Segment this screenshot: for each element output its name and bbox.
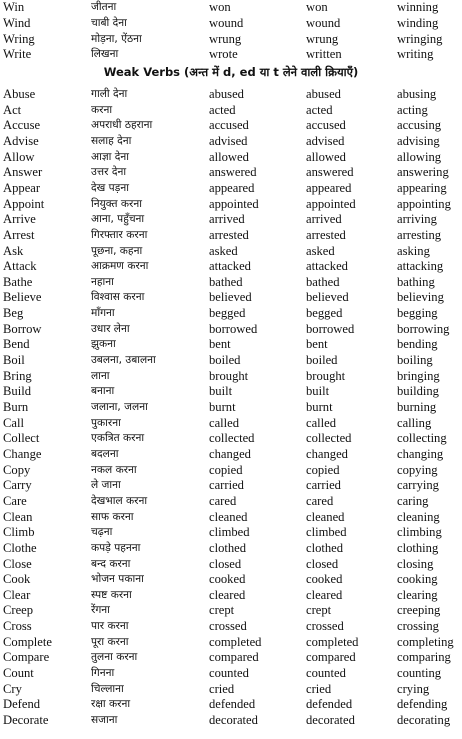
verb-ing-form: clearing [397, 587, 438, 602]
verb-hindi-meaning: रेंगना [91, 604, 110, 617]
verb-base-form: Carry [3, 478, 32, 493]
verb-hindi-meaning: चाबी देना [91, 16, 127, 29]
verb-base-form: Advise [3, 133, 39, 148]
verb-hindi-meaning: झुकना [91, 338, 116, 351]
verb-hindi-meaning: आज्ञा देना [91, 150, 129, 163]
verb-ing-form: creeping [397, 603, 441, 618]
verb-past-participle: arrived [306, 212, 342, 227]
verb-past-participle: abused [306, 87, 341, 101]
verb-past-participle: called [306, 415, 337, 430]
verb-row [0, 103, 462, 119]
verb-past-form: won [209, 0, 231, 14]
verb-ing-form: crossing [397, 619, 439, 634]
verb-base-form: Answer [3, 165, 43, 180]
verb-past-form: appointed [209, 196, 259, 211]
verb-past-form: accused [209, 118, 249, 133]
verb-past-form: changed [209, 446, 251, 461]
verb-row [0, 478, 462, 494]
verb-past-form: wrung [209, 31, 242, 46]
verb-ing-form: closing [397, 556, 434, 571]
verb-row [0, 353, 462, 369]
verb-base-form: Boil [3, 353, 25, 368]
verb-base-form: Beg [3, 306, 24, 321]
verb-hindi-meaning: नियुक्त करना [91, 197, 142, 210]
verb-row [0, 47, 462, 63]
verb-base-form: Decorate [3, 713, 49, 727]
verb-ing-form: copying [397, 462, 438, 477]
verb-base-form: Allow [3, 149, 35, 164]
verb-hindi-meaning: पुकारना [91, 416, 121, 429]
verb-past-form: wrote [209, 47, 238, 62]
verb-past-participle: closed [306, 556, 339, 571]
verb-hindi-meaning: नहाना [91, 275, 114, 288]
verb-past-participle: clothed [306, 540, 344, 555]
verb-ing-form: accusing [397, 118, 442, 133]
verb-row [0, 635, 462, 651]
verb-past-form: bent [209, 337, 231, 352]
verb-base-form: Clothe [3, 540, 37, 555]
verb-past-form: cleaned [209, 509, 248, 524]
verb-hindi-meaning: करना [91, 103, 113, 116]
verb-base-form: Appear [3, 180, 41, 195]
verb-ing-form: winding [397, 15, 439, 30]
verb-past-participle: boiled [306, 353, 338, 368]
verb-past-participle: won [306, 0, 328, 14]
verb-ing-form: begging [397, 306, 438, 321]
verb-hindi-meaning: एकत्रित करना [91, 432, 145, 445]
verb-past-form: answered [209, 165, 257, 180]
verb-hindi-meaning: लिखना [91, 48, 119, 61]
verb-past-participle: written [306, 47, 342, 62]
verb-ing-form: abusing [397, 87, 437, 101]
verb-base-form: Collect [3, 431, 40, 446]
verb-past-participle: appointed [306, 196, 356, 211]
verb-past-participle: begged [306, 306, 343, 321]
verb-ing-form: collecting [397, 431, 447, 446]
verb-base-form: Cry [3, 681, 22, 696]
verb-row [0, 510, 462, 526]
verb-past-form: appeared [209, 180, 255, 195]
verb-hindi-meaning: ले जाना [91, 479, 121, 492]
verb-past-participle: cleaned [306, 509, 345, 524]
verb-hindi-meaning: पार करना [91, 620, 129, 633]
verb-hindi-meaning: गिनना [91, 667, 115, 680]
verb-base-form: Climb [3, 525, 35, 540]
verb-past-form: burnt [209, 400, 236, 414]
verb-past-participle: accused [306, 118, 346, 133]
verb-past-participle: wound [306, 15, 341, 30]
verb-hindi-meaning: सजाना [91, 714, 118, 726]
verb-hindi-meaning: उत्तर देना [91, 166, 127, 179]
verb-past-participle: acted [306, 102, 333, 117]
verb-past-form: cried [209, 681, 235, 696]
verb-past-form: brought [209, 368, 249, 383]
verb-base-form: Compare [3, 650, 50, 665]
verb-hindi-meaning: नकल करना [91, 463, 137, 476]
verb-base-form: Arrest [3, 227, 35, 242]
verb-base-form: Bathe [3, 274, 33, 289]
verb-base-form: Appoint [3, 196, 45, 211]
verb-past-participle: counted [306, 666, 346, 681]
verb-row [0, 212, 462, 228]
verb-past-participle: copied [306, 462, 340, 477]
verb-past-form: allowed [209, 149, 249, 164]
verb-past-participle: decorated [306, 713, 355, 727]
verb-hindi-meaning: साफ करना [91, 510, 134, 523]
verb-row [0, 463, 462, 479]
verb-ing-form: boiling [397, 353, 433, 368]
verb-past-participle: climbed [306, 525, 347, 540]
verb-base-form: Defend [3, 697, 41, 712]
verb-ing-form: defending [397, 697, 448, 712]
verb-past-form: counted [209, 666, 249, 681]
verb-row [0, 290, 462, 306]
verb-base-form: Call [3, 415, 24, 430]
verb-hindi-meaning: सलाह देना [91, 134, 132, 147]
verb-past-participle: changed [306, 446, 348, 461]
verb-hindi-meaning: जलाना, जलना [91, 401, 148, 413]
verb-ing-form: borrowing [397, 321, 450, 336]
verb-past-participle: cried [306, 681, 332, 696]
verb-row [0, 650, 462, 666]
verb-base-form: Cook [3, 572, 31, 587]
verb-hindi-meaning: स्पष्ट करना [91, 588, 132, 601]
verb-past-form: borrowed [209, 321, 258, 336]
verb-hindi-meaning: चिल्लाना [91, 682, 124, 695]
verb-past-form: decorated [209, 713, 258, 727]
verb-past-form: asked [209, 243, 238, 258]
verb-base-form: Act [3, 102, 22, 117]
verb-row [0, 666, 462, 682]
verb-ing-form: arresting [397, 227, 442, 242]
verb-row [0, 384, 462, 400]
verb-ing-form: arriving [397, 212, 437, 227]
verb-ing-form: answering [397, 165, 449, 180]
verb-row [0, 682, 462, 698]
verb-base-form: Copy [3, 462, 31, 477]
weak-verbs-heading: Weak Verbs (अन्त में d, ed या t लेने वाली क्रियाएँ) [103, 65, 359, 79]
verb-ing-form: burning [397, 400, 437, 414]
verb-past-form: closed [209, 556, 242, 571]
verb-past-form: attacked [209, 259, 251, 274]
verb-base-form: Write [3, 47, 32, 62]
verb-row [0, 603, 462, 619]
verb-ing-form: caring [397, 493, 429, 508]
verb-past-form: believed [209, 290, 252, 305]
verb-ing-form: clothing [397, 540, 439, 555]
verb-past-participle: cooked [306, 572, 343, 587]
verb-ing-form: bending [397, 337, 438, 352]
verb-past-participle: wrung [306, 31, 339, 46]
verb-past-participle: bent [306, 337, 328, 352]
verb-row [0, 572, 462, 588]
verb-past-form: crept [209, 603, 235, 618]
verb-row [0, 118, 462, 134]
verb-past-form: built [209, 384, 233, 399]
verb-past-participle: cared [306, 493, 334, 508]
verb-hindi-meaning: उधार लेना [91, 322, 130, 335]
verb-past-form: cared [209, 493, 237, 508]
verb-row [0, 588, 462, 604]
verb-base-form: Wind [3, 15, 31, 30]
verb-hindi-meaning: गाली देना [91, 88, 128, 100]
verb-hindi-meaning: आना, पहुँचना [91, 213, 145, 226]
verb-row [0, 244, 462, 260]
verb-row [0, 431, 462, 447]
verb-ing-form: appearing [397, 180, 447, 195]
verb-hindi-meaning: मोड़ना, ऐंठना [91, 32, 142, 45]
verb-base-form: Burn [3, 400, 29, 414]
verb-past-participle: answered [306, 165, 354, 180]
verb-past-participle: attacked [306, 259, 348, 274]
verb-past-form: wound [209, 15, 244, 30]
verb-row [0, 541, 462, 557]
verb-row [0, 134, 462, 150]
verb-base-form: Cross [3, 619, 32, 634]
verb-past-participle: bathed [306, 274, 340, 289]
verb-past-participle: burnt [306, 400, 333, 414]
verb-row [0, 228, 462, 244]
verb-ing-form: cleaning [397, 509, 440, 524]
verb-base-form: Count [3, 666, 34, 681]
verb-ing-form: advising [397, 133, 440, 148]
verb-past-form: defended [209, 697, 256, 712]
verb-row [0, 16, 462, 32]
verb-hindi-meaning: देखभाल करना [91, 494, 148, 507]
verb-base-form: Build [3, 384, 31, 399]
verb-base-form: Creep [3, 603, 34, 618]
verb-past-form: abused [209, 87, 244, 101]
verb-ing-form: writing [397, 47, 434, 62]
verb-hindi-meaning: कपड़े पहनना [91, 541, 141, 554]
verb-base-form: Care [3, 493, 27, 508]
verb-row [0, 494, 462, 510]
verb-hindi-meaning: बनाना [91, 385, 115, 398]
verb-hindi-meaning: बन्द करना [91, 557, 131, 570]
verb-base-form: Bend [3, 337, 30, 352]
verb-past-form: clothed [209, 540, 247, 555]
verb-hindi-meaning: देख पड़ना [91, 181, 129, 194]
verb-past-participle: defended [306, 697, 353, 712]
verb-past-form: completed [209, 634, 262, 649]
verb-past-form: bathed [209, 274, 243, 289]
verb-row [0, 150, 462, 166]
verb-row [0, 400, 462, 416]
verb-ing-form: building [397, 384, 439, 399]
verb-past-participle: compared [306, 650, 356, 665]
verb-base-form: Abuse [3, 87, 36, 101]
verb-row [0, 0, 462, 16]
verb-ing-form: asking [397, 243, 430, 258]
verb-ing-form: counting [397, 666, 442, 681]
verb-row [0, 165, 462, 181]
verb-past-participle: collected [306, 431, 352, 446]
verb-ing-form: calling [397, 415, 432, 430]
verb-past-participle: believed [306, 290, 349, 305]
verb-ing-form: acting [397, 102, 428, 117]
verb-row [0, 713, 462, 729]
verb-row [0, 275, 462, 291]
verb-row [0, 306, 462, 322]
verb-hindi-meaning: जीतना [91, 1, 117, 13]
verb-past-participle: cleared [306, 587, 343, 602]
verb-base-form: Complete [3, 634, 52, 649]
verb-past-form: compared [209, 650, 259, 665]
verb-ing-form: cooking [397, 572, 438, 587]
verb-past-form: carried [209, 478, 244, 493]
verb-row [0, 447, 462, 463]
verb-hindi-meaning: पूरा करना [91, 635, 129, 648]
verb-base-form: Clean [3, 509, 33, 524]
verb-base-form: Wring [3, 31, 35, 46]
verb-ing-form: completing [397, 634, 454, 649]
verb-ing-form: believing [397, 290, 444, 305]
verb-hindi-meaning: विश्वास करना [91, 291, 145, 304]
verb-ing-form: crying [397, 681, 430, 696]
verb-ing-form: bathing [397, 274, 435, 289]
verb-hindi-meaning: रक्षा करना [91, 698, 131, 711]
verb-ing-form: climbing [397, 525, 442, 540]
verb-past-participle: brought [306, 368, 346, 383]
verb-past-participle: appeared [306, 180, 352, 195]
verb-hindi-meaning: तुलना करना [91, 651, 138, 664]
verb-hindi-meaning: अपराधी ठहराना [91, 119, 153, 132]
verb-hindi-meaning: पूछना, कहना [91, 244, 143, 257]
verb-hindi-meaning: गिरफ्तार करना [91, 228, 148, 241]
verb-row [0, 259, 462, 275]
verb-hindi-meaning: लाना [91, 369, 110, 382]
verb-row [0, 525, 462, 541]
verb-row [0, 697, 462, 713]
verb-hindi-meaning: माँगना [91, 307, 115, 320]
verb-base-form: Change [3, 446, 42, 461]
verb-past-participle: borrowed [306, 321, 355, 336]
verb-row [0, 557, 462, 573]
verb-ing-form: attacking [397, 259, 444, 274]
verb-past-form: begged [209, 306, 246, 321]
verb-ing-form: bringing [397, 368, 440, 383]
verb-row [0, 322, 462, 338]
verb-base-form: Bring [3, 368, 32, 383]
verb-row [0, 369, 462, 385]
verb-ing-form: allowing [397, 149, 442, 164]
verb-row [0, 416, 462, 432]
verb-past-form: boiled [209, 353, 241, 368]
verb-base-form: Win [3, 0, 25, 14]
verb-past-participle: arrested [306, 227, 346, 242]
verb-base-form: Clear [3, 587, 31, 602]
verb-row [0, 32, 462, 48]
verb-hindi-meaning: बदलना [91, 447, 119, 460]
verb-past-participle: completed [306, 634, 359, 649]
verb-base-form: Close [3, 556, 32, 571]
verb-ing-form: carrying [397, 478, 439, 493]
verb-ing-form: wringing [397, 31, 443, 46]
verb-row [0, 619, 462, 635]
verb-past-participle: crept [306, 603, 332, 618]
verb-ing-form: comparing [397, 650, 451, 665]
verb-past-form: cleared [209, 587, 246, 602]
verb-past-form: collected [209, 431, 255, 446]
verb-past-form: arrived [209, 212, 245, 227]
verb-past-participle: asked [306, 243, 335, 258]
verb-base-form: Accuse [3, 118, 41, 133]
verb-past-participle: carried [306, 478, 341, 493]
verb-hindi-meaning: उबलना, उबालना [91, 354, 156, 367]
verb-ing-form: winning [397, 0, 439, 14]
verb-base-form: Ask [3, 243, 24, 258]
verb-row [0, 181, 462, 197]
verb-past-form: advised [209, 133, 248, 148]
verb-row [0, 197, 462, 213]
verb-hindi-meaning: भोजन पकाना [91, 573, 144, 586]
verb-base-form: Borrow [3, 321, 42, 336]
verb-past-participle: advised [306, 133, 345, 148]
verb-ing-form: appointing [397, 196, 451, 211]
verb-ing-form: decorating [397, 713, 451, 727]
verb-past-form: called [209, 415, 240, 430]
verb-past-form: copied [209, 462, 243, 477]
verb-hindi-meaning: चढ़ना [91, 526, 113, 539]
verb-past-form: acted [209, 102, 236, 117]
verb-past-participle: allowed [306, 149, 346, 164]
verb-past-form: climbed [209, 525, 250, 540]
verb-past-form: cooked [209, 572, 246, 587]
verb-past-form: arrested [209, 227, 249, 242]
verb-row [0, 337, 462, 353]
verb-base-form: Attack [3, 259, 37, 274]
verb-base-form: Believe [3, 290, 42, 305]
verb-past-form: crossed [209, 619, 247, 634]
verb-past-participle: crossed [306, 619, 344, 634]
verb-ing-form: changing [397, 446, 444, 461]
verb-row [0, 87, 462, 103]
verb-hindi-meaning: आक्रमण करना [91, 260, 149, 273]
verb-past-participle: built [306, 384, 330, 399]
verb-base-form: Arrive [3, 212, 36, 227]
